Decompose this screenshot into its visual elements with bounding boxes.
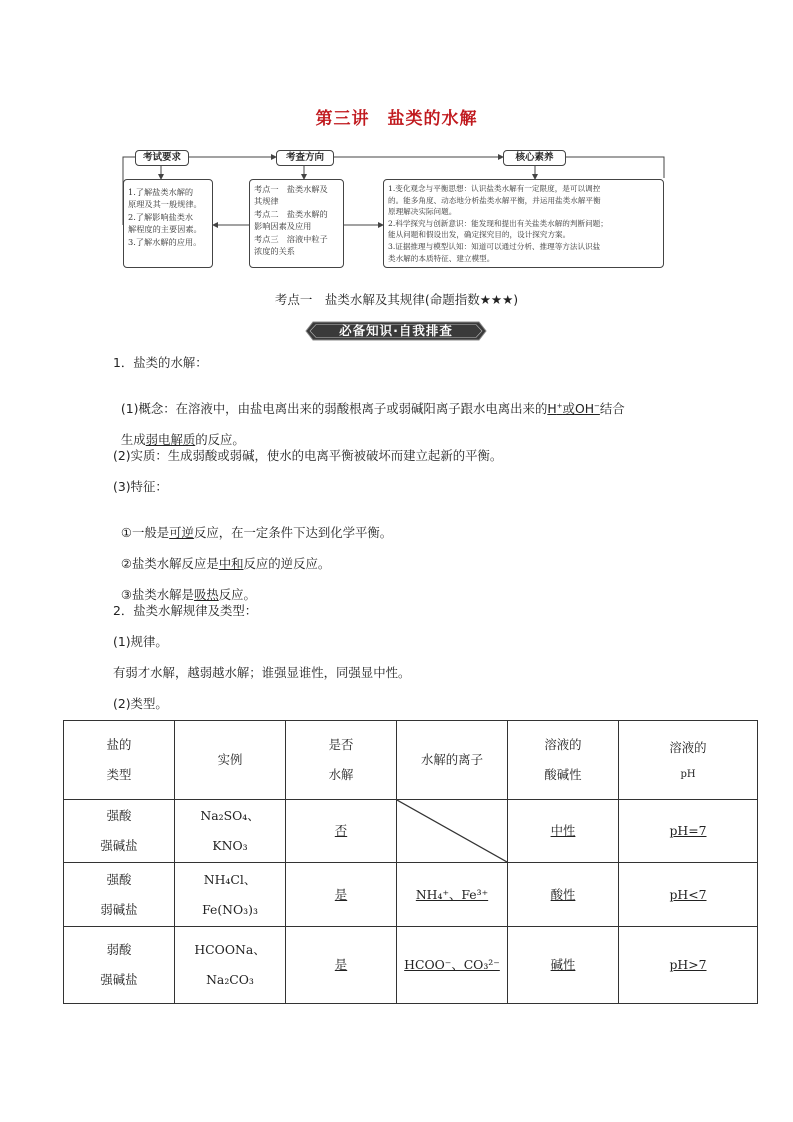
flow-header-direction: 考查方向	[276, 150, 334, 166]
text: 反应的逆反应。	[243, 556, 331, 571]
hdr-line: 水解的离子	[421, 752, 483, 767]
table-row	[64, 800, 758, 863]
oh-ion: OH	[574, 401, 595, 416]
topic-line: 其规律	[254, 196, 279, 207]
answer: 否	[334, 823, 348, 838]
table-header-row	[64, 721, 758, 800]
or-text: 或	[562, 401, 575, 416]
hdr-line: 是否	[328, 737, 354, 752]
flow-box-requirements	[123, 179, 213, 268]
cell-type	[64, 800, 175, 863]
hdr-line: 实例	[217, 752, 243, 767]
req-line: 原理及其一般规律。	[128, 199, 202, 210]
cell-line: Fe(NO₃)₃	[202, 901, 258, 917]
answer-reversible: 可逆	[169, 525, 194, 540]
header-hydrolysis	[286, 721, 397, 800]
answer: HCOO⁻、CO₃²⁻	[404, 957, 500, 972]
rule-text: 有弱才水解，越弱越水解；谁强显谁性，同强显中性。	[113, 665, 411, 680]
header-example	[175, 721, 286, 800]
cell-line: Na₂SO₄、	[200, 808, 260, 823]
cell-acidity	[508, 927, 619, 1004]
page-title: 第三讲 盐类的水解	[315, 109, 478, 129]
literacy-line: 的。能多角度、动态地分析盐类水解平衡，并运用盐类水解平衡	[388, 195, 601, 205]
rule-title: (1)规律。	[113, 634, 168, 649]
header-ions	[397, 721, 508, 800]
cell-line: Na₂CO₃	[206, 972, 254, 987]
banner-label: 必备知识·自我排查	[339, 323, 453, 338]
req-line: 3.了解水解的应用。	[128, 236, 202, 247]
literacy-line: 2.科学探究与创新意识：能发现和提出有关盐类水解的判断问题；	[388, 218, 608, 228]
cell-ions-empty	[397, 800, 508, 863]
hdr-line: 盐的	[106, 737, 132, 752]
cell-ions	[397, 863, 508, 927]
concept-text: (1)概念：在溶液中，由盐电离出来的弱酸根离子或弱碱阳离子跟水电离出来的	[120, 401, 548, 416]
literacy-line: 类水解的本质特征、建立模型。	[388, 253, 495, 263]
answer: 是	[334, 886, 348, 902]
concept-text-end: 结合	[599, 401, 625, 416]
cell-hydrolysis	[286, 863, 397, 927]
cell-type	[64, 863, 175, 927]
hdr-line: 溶液的	[544, 737, 582, 752]
req-line: 解程度的主要因素。	[128, 224, 202, 235]
answer: 酸性	[550, 886, 576, 902]
h-ion: H	[547, 401, 557, 416]
cell-line: NH₄Cl、	[203, 871, 257, 887]
cell-line: 弱碱盐	[100, 901, 138, 917]
hdr-line: pH	[680, 769, 696, 780]
cell-line: 强碱盐	[100, 838, 138, 853]
cell-example	[175, 863, 286, 927]
cell-line: HCOONa、	[194, 942, 266, 957]
hydrolysis-table	[63, 720, 758, 1004]
cell-ph	[619, 863, 758, 927]
literacy-line: 3.证据推理与模型认知：知道可以通过分析、推理等方法认识盐	[388, 241, 601, 251]
answer: pH=7	[669, 823, 707, 838]
table-row	[64, 863, 758, 927]
feature-title: (3)特征：	[113, 479, 168, 494]
feature-3	[113, 570, 256, 603]
text: 的反应。	[195, 432, 245, 447]
topic-line: 考点三 溶液中粒子	[254, 233, 328, 244]
topic-line: 考点二 盐类水解的	[254, 208, 328, 219]
flowchart	[0, 0, 793, 290]
concept-line-1	[113, 384, 625, 417]
text: ②盐类水解反应是	[120, 556, 219, 571]
req-line: 2.了解影响盐类水	[128, 211, 194, 222]
cell-example	[175, 800, 286, 863]
knowledge-banner	[305, 321, 487, 341]
flow-box-topics	[249, 179, 344, 268]
text: 反应。	[218, 587, 256, 602]
cell-ph	[619, 927, 758, 1004]
text: 生成	[120, 432, 146, 447]
answer-neutralization: 中和	[218, 556, 244, 571]
cell-hydrolysis	[286, 927, 397, 1004]
topic-line: 浓度的关系	[254, 246, 295, 257]
topic-line: 影响因素及应用	[254, 221, 312, 232]
cell-line: 强酸	[106, 871, 132, 887]
answer: NH₄⁺、Fe³⁺	[415, 886, 489, 902]
essence-line: (2)实质：生成弱酸或弱碱，使水的电离平衡被破坏而建立起新的平衡。	[113, 448, 503, 463]
section-2-title: 2．盐类水解规律及类型：	[113, 603, 258, 618]
text: ①一般是	[120, 525, 170, 540]
cell-line: 弱酸	[106, 942, 132, 957]
cell-acidity	[508, 800, 619, 863]
flow-header-literacy: 核心素养	[503, 150, 566, 166]
concept-line-2	[113, 415, 245, 448]
answer: 是	[334, 957, 348, 972]
answer-endothermic: 吸热	[193, 587, 219, 602]
hdr-line: 类型	[106, 767, 132, 782]
concept-answer: H+或OH−	[547, 401, 600, 416]
section-1-title: 1．盐类的水解：	[113, 355, 208, 370]
req-line: 1.了解盐类水解的	[128, 187, 194, 197]
diagonal-slash	[397, 800, 507, 862]
topic-line: 考点一 盐类水解及	[254, 184, 328, 194]
answer: 碱性	[550, 957, 576, 972]
hdr-line: 水解	[328, 767, 354, 782]
answer-weak-electrolyte: 弱电解质	[145, 432, 196, 447]
cell-acidity	[508, 863, 619, 927]
type-title: (2)类型。	[113, 696, 168, 711]
cell-line: KNO₃	[212, 838, 248, 853]
flow-box-literacy	[383, 179, 664, 268]
cell-ions	[397, 927, 508, 1004]
cell-type	[64, 927, 175, 1004]
answer: pH<7	[669, 886, 707, 902]
literacy-line: 1.变化观念与平衡思想：认识盐类水解有一定限度，是可以调控	[388, 184, 601, 193]
header-acidity	[508, 721, 619, 800]
text: 反应，在一定条件下达到化学平衡。	[193, 525, 393, 540]
header-ph	[619, 721, 758, 800]
literacy-line: 原理解决实际问题。	[388, 207, 457, 217]
hdr-line: 酸碱性	[544, 767, 582, 782]
section-heading: 考点一 盐类水解及其规律(命题指数★★★)	[274, 292, 519, 307]
cell-example	[175, 927, 286, 1004]
header-salt-type	[64, 721, 175, 800]
cell-hydrolysis	[286, 800, 397, 863]
text: ③盐类水解是	[120, 587, 194, 602]
literacy-line: 能从问题和假设出发，确定探究目的，设计探究方案。	[388, 230, 571, 240]
cell-line: 强酸	[106, 808, 132, 823]
flow-header-exam: 考试要求	[135, 150, 189, 166]
answer: 中性	[550, 823, 576, 838]
cell-line: 强碱盐	[100, 972, 138, 987]
cell-ph	[619, 800, 758, 863]
answer: pH>7	[669, 957, 707, 972]
hdr-line: 溶液的	[669, 740, 707, 755]
feature-1	[113, 508, 392, 541]
table-row	[64, 927, 758, 1004]
feature-2	[113, 539, 330, 572]
